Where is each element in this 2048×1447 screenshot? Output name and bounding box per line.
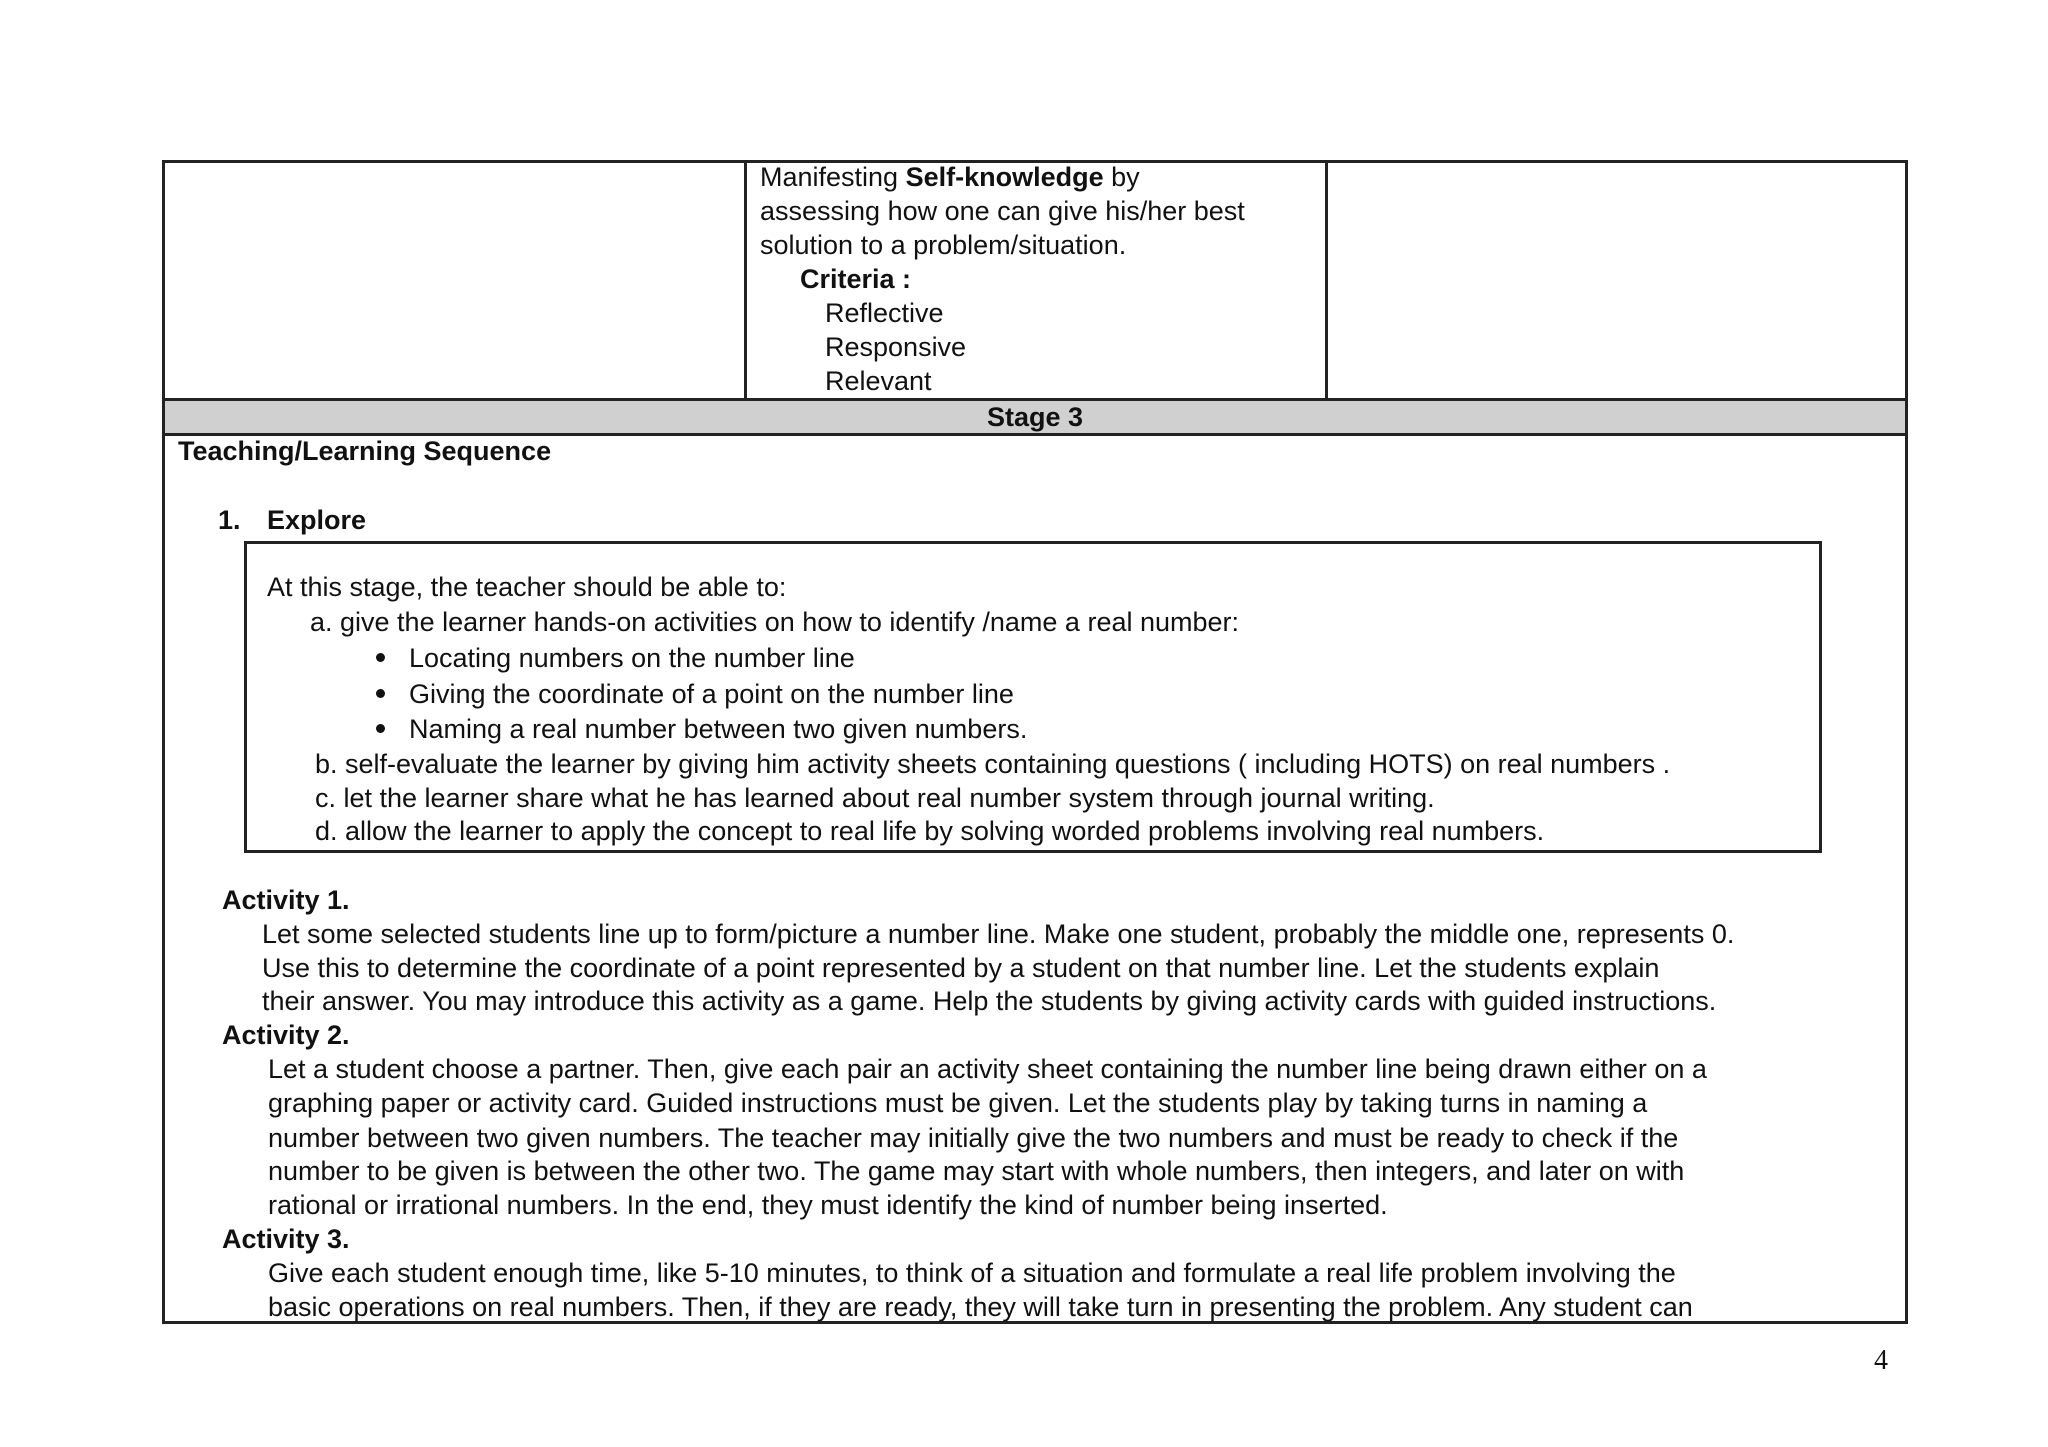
activity-2-line-1: Let a student choose a partner. Then, give each pair an activity sheet containing the number line being drawn either on a [268, 1054, 1707, 1084]
criteria-item-reflective: Reflective [825, 298, 944, 328]
criteria-item-relevant: Relevant [825, 366, 932, 396]
sequence-title: Teaching/Learning Sequence [178, 436, 552, 466]
stage-bar [165, 401, 1905, 433]
table-column-divider-2 [1325, 160, 1328, 400]
activity-3-line-1: Give each student enough time, like 5-10 minutes, to think of a situation and formulate a real life problem involving the [268, 1258, 1676, 1288]
explore-bullet-1-text: Locating numbers on the number line [409, 643, 855, 673]
criteria-item-responsive: Responsive [825, 332, 967, 362]
explore-item-b: b. self-evaluate the learner by giving him activity sheets containing questions ( including HOTS) on real numbers . [315, 749, 1671, 779]
bullet-icon [376, 653, 385, 662]
bullet-icon [376, 689, 385, 698]
self-knowledge-line-2: assessing how one can give his/her best [760, 196, 1245, 226]
activity-1-line-1: Let some selected students line up to form/picture a number line. Make one student, probably the middle one, represents 0. [262, 919, 1735, 949]
explore-item-c: c. let the learner share what he has learned about real number system through journal writing. [315, 783, 1435, 813]
page-number: 4 [1874, 1345, 1888, 1376]
activity-1-title: Activity 1. [222, 885, 350, 915]
explore-bullet-3-text: Naming a real number between two given numbers. [409, 714, 1028, 744]
self-knowledge-prefix: Manifesting [760, 162, 906, 192]
bullet-icon [376, 724, 385, 733]
explore-item-d: d. allow the learner to apply the concept to real life by solving worded problems involving real numbers. [315, 816, 1545, 846]
self-knowledge-suffix: by [1103, 162, 1140, 192]
explore-item-a: a. give the learner hands-on activities on how to identify /name a real number: [310, 607, 1240, 637]
activity-2-title: Activity 2. [222, 1020, 350, 1050]
explore-number: 1. [218, 505, 241, 535]
activity-2-line-5: rational or irrational numbers. In the end, they must identify the kind of number being inserted. [268, 1190, 1388, 1220]
stage-label: Stage 3 [986, 402, 1084, 432]
activity-2-line-3: number between two given numbers. The teacher may initially give the two numbers and must be ready to check if the [268, 1123, 1679, 1153]
activity-1-line-3: their answer. You may introduce this activity as a game. Help the students by giving activity cards with guided instructions. [262, 986, 1717, 1016]
explore-bullet-2 [376, 677, 1014, 711]
explore-bullet-2-text: Giving the coordinate of a point on the number line [409, 679, 1014, 709]
table-column-divider-1 [744, 160, 747, 400]
activity-3-title: Activity 3. [222, 1224, 350, 1254]
activity-3-line-2: basic operations on real numbers. Then, if they are ready, they will take turn in presenting the problem. Any student can [268, 1292, 1693, 1322]
self-knowledge-line-3: solution to a problem/situation. [760, 230, 1127, 260]
self-knowledge-term: Self-knowledge [905, 162, 1104, 192]
explore-bullet-3 [376, 712, 1027, 746]
self-knowledge-line-1 [760, 160, 1140, 194]
activity-2-line-2: graphing paper or activity card. Guided instructions must be given. Let the students play by taking turns in naming a [268, 1088, 1648, 1118]
activity-2-line-4: number to be given is between the other two. The game may start with whole numbers, then integers, and later on with [268, 1156, 1685, 1186]
explore-title: Explore [267, 505, 367, 535]
criteria-label: Criteria : [800, 264, 912, 294]
explore-bullet-1 [376, 641, 855, 675]
activity-1-line-2: Use this to determine the coordinate of a point represented by a student on that number line. Let the students explain [262, 953, 1660, 983]
explore-intro: At this stage, the teacher should be able to: [267, 572, 787, 602]
